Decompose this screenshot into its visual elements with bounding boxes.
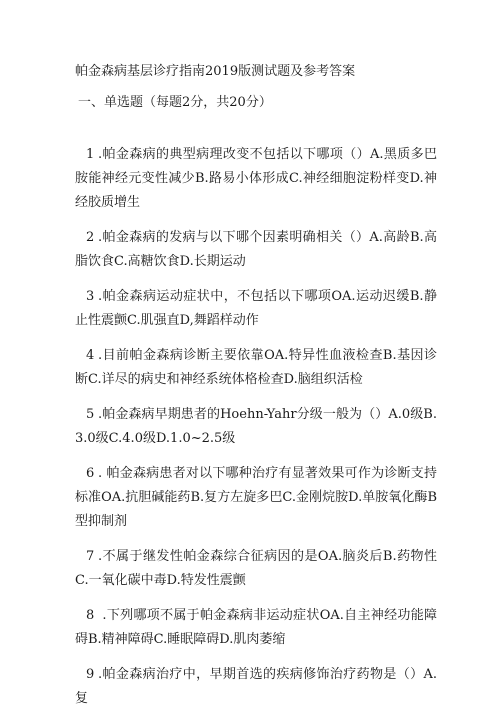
question-list	[75, 143, 437, 722]
question-number: 9	[86, 667, 95, 682]
question-text: .帕金森病运动症状中，不包括以下哪项OA.运动迟缓B.静止性震颤C.肌强直D,舞蹈样动作	[75, 289, 437, 328]
question-text: .帕金森病的典型病理改变不包括以下哪项（）A.黑质多巴胺能神经元变性减少B.路易小体形成C.神经细胞淀粉样变D.神经胶质增生	[75, 147, 437, 210]
question-item	[75, 604, 437, 652]
question-number: 3	[86, 289, 95, 304]
question-item	[75, 344, 437, 392]
question-text: .帕金森病的发病与以下哪个因素明确相关（）A.高龄B.高脂饮食C.高糖饮食D.长期运动	[75, 230, 437, 269]
question-text: .下列哪项不属于帕金森病非运动症状OA.自主神经功能障碍B.精神障碍C.睡眠障碍D.肌肉萎缩	[75, 608, 437, 647]
question-number: 6	[86, 466, 95, 481]
section-heading: 一、单选题（每题2分，共20分）	[78, 95, 272, 110]
question-item	[75, 226, 437, 274]
question-number: 7	[86, 549, 95, 564]
question-number: 1	[86, 147, 95, 162]
question-text: .目前帕金森病诊断主要依靠OA.特异性血液检查B.基因诊断C.详尽的病史和神经系统体格检查D.脑组织活检	[75, 348, 437, 387]
question-number: 8	[86, 608, 95, 623]
question-item	[75, 545, 437, 593]
question-number: 2	[86, 230, 95, 245]
question-item	[75, 663, 437, 711]
document-title: 帕金森病基层诊疗指南2019版测试题及参考答案	[75, 64, 356, 79]
question-number: 4	[86, 348, 95, 363]
question-item	[75, 143, 437, 215]
question-text: .帕金森病早期患者的Hoehn-Yahr分级一般为（）A.0级B.3.0级C.4.0级D.1.0~2.5级	[75, 407, 437, 446]
question-text: .帕金森病治疗中，早期首选的疾病修饰治疗药物是（）A.复	[75, 667, 437, 706]
question-item	[75, 403, 437, 451]
question-text: . 帕金森病患者对以下哪种治疗有显著效果可作为诊断支持标准OA.抗胆碱能药B.复方左旋多巴C.金刚烷胺D.单胺氧化酶B型抑制剂	[75, 466, 437, 529]
question-number: 5	[86, 407, 95, 422]
question-item	[75, 285, 437, 333]
question-text: .不属于继发性帕金森综合征病因的是OA.脑炎后B.药物性C.一氧化碳中毒D.特发性震颤	[75, 549, 437, 588]
question-item	[75, 462, 437, 534]
